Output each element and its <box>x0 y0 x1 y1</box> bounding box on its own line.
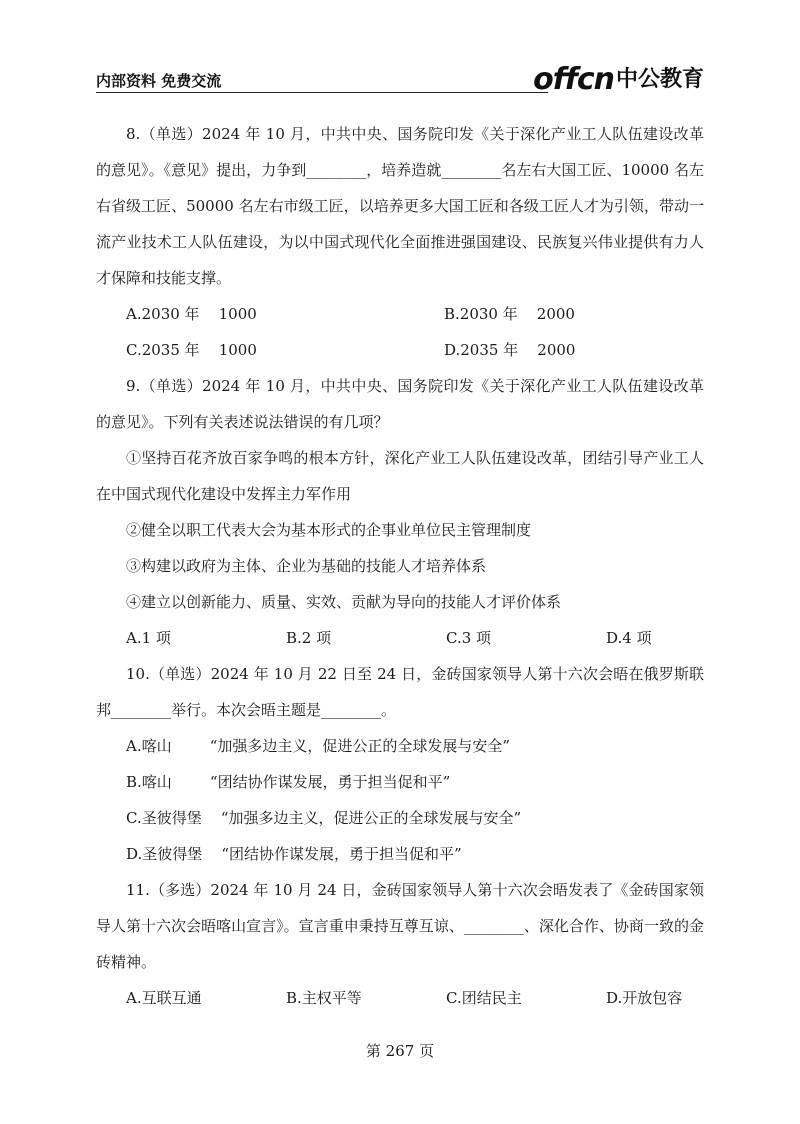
q9-item-1: ①坚持百花齐放百家争鸣的根本方针，深化产业工人队伍建设改革，团结引导产业工人在中国式现代化建设中发挥主力军作用 <box>96 449 704 503</box>
q9-option-d: D.4 项 <box>606 629 652 647</box>
logo-cn-text: 中公教育 <box>615 67 704 92</box>
q8-stem: 8.（单选）2024 年 10 月，中共中央、国务院印发《关于深化产业工人队伍建设改革的意见》。《意见》提出，力争到________，培养造就________名左右大国工匠、10000 名左右省级工匠、50000 名左右市级工匠，以培养更多大国工匠和各级工匠人才为引领，带动一流产业技术工人队伍建设，为以中国式现代化全面推进强国建设、民族复兴伟业提供有力人才保障和技能支撑。 <box>96 125 704 287</box>
page-number: 第 267 页 <box>365 1042 435 1060</box>
header-divider <box>96 92 548 93</box>
q8-options <box>96 296 704 368</box>
q11-stem: 11.（多选）2024 年 10 月 24 日，金砖国家领导人第十六次会晤发表了《金砖国家领导人第十六次会晤喀山宣言》。宣言重申秉持互尊互谅、________、深化合作、协商一致的金砖精神。 <box>96 881 704 971</box>
question-content <box>96 116 704 1016</box>
q8-option-c: C.2035 年 1000 <box>126 341 257 359</box>
q8-option-d: D.2035 年 2000 <box>444 341 576 359</box>
q9-option-a: A.1 项 <box>126 629 171 647</box>
q9-item-4: ④建立以创新能力、质量、实效、贡献为导向的技能人才评价体系 <box>126 593 562 611</box>
q10-option-b: B.喀山 “团结协作谋发展，勇于担当促和平” <box>126 773 451 791</box>
q11-option-a: A.互联互通 <box>126 989 202 1007</box>
offcn-logo <box>533 62 704 97</box>
q10-option-d: D.圣彼得堡 “团结协作谋发展，勇于担当促和平” <box>126 845 462 863</box>
q9-option-b: B.2 项 <box>286 629 332 647</box>
q9-stem: 9.（单选）2024 年 10 月，中共中央、国务院印发《关于深化产业工人队伍建设改革的意见》。下列有关表述说法错误的有几项？ <box>96 377 704 431</box>
page-header <box>96 62 704 97</box>
logo-latin-text: offcn <box>533 62 614 97</box>
q8-option-b: B.2030 年 2000 <box>444 305 575 323</box>
q10-option-a: A.喀山 “加强多边主义，促进公正的全球发展与安全” <box>126 737 511 755</box>
q9-item-3: ③构建以政府为主体、企业为基础的技能人才培养体系 <box>126 557 487 575</box>
q9-options <box>96 620 704 656</box>
q9-option-c: C.3 项 <box>446 629 492 647</box>
q11-option-b: B.主权平等 <box>286 989 362 1007</box>
q9-item-2: ②健全以职工代表大会为基本形式的企事业单位民主管理制度 <box>126 521 532 539</box>
q10-option-c: C.圣彼得堡 “加强多边主义，促进公正的全球发展与安全” <box>126 809 522 827</box>
q11-options <box>96 980 704 1016</box>
q11-option-d: D.开放包容 <box>606 989 683 1007</box>
q10-stem: 10.（单选）2024 年 10 月 22 日至 24 日，金砖国家领导人第十六次会晤在俄罗斯联邦________举行。本次会晤主题是________。 <box>96 665 704 719</box>
q11-option-c: C.团结民主 <box>446 989 522 1007</box>
q8-option-a: A.2030 年 1000 <box>126 305 257 323</box>
header-label: 内部资料 免费交流 <box>96 72 222 90</box>
